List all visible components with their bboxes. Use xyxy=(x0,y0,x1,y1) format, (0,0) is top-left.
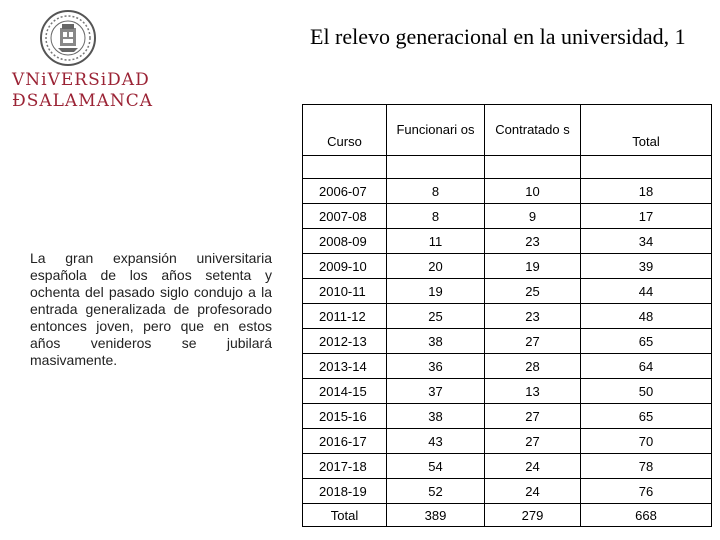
table-row xyxy=(303,254,712,279)
cell-funcionarios: 54 xyxy=(387,454,485,479)
cell-curso: 2014-15 xyxy=(303,379,387,404)
total-label: Total xyxy=(303,504,387,527)
cell-contratados: 10 xyxy=(485,179,581,204)
cell-contratados: 27 xyxy=(485,404,581,429)
cell-contratados: 28 xyxy=(485,354,581,379)
description-paragraph: La gran expansión universitaria española de los años setenta y ochenta del pasado siglo condujo a la entrada generalizada de profesorado entonces joven, pero que en estos años venideros se jubilará masivamente. xyxy=(30,250,272,368)
total-contratados: 279 xyxy=(485,504,581,527)
cell-total: 50 xyxy=(581,379,712,404)
cell-total: 48 xyxy=(581,304,712,329)
cell-funcionarios: 20 xyxy=(387,254,485,279)
cell-contratados: 25 xyxy=(485,279,581,304)
cell-curso: 2008-09 xyxy=(303,229,387,254)
cell-curso: 2016-17 xyxy=(303,429,387,454)
header-curso: Curso xyxy=(303,105,387,156)
cell-total: 70 xyxy=(581,429,712,454)
cell-contratados: 23 xyxy=(485,304,581,329)
total-total: 668 xyxy=(581,504,712,527)
cell-curso: 2015-16 xyxy=(303,404,387,429)
cell-total: 34 xyxy=(581,229,712,254)
header-funcionarios: Funcionari os xyxy=(387,105,485,156)
cell-funcionarios: 36 xyxy=(387,354,485,379)
spacer-cell xyxy=(485,156,581,179)
cell-total: 64 xyxy=(581,354,712,379)
cell-total: 18 xyxy=(581,179,712,204)
table-row xyxy=(303,429,712,454)
cell-curso: 2018-19 xyxy=(303,479,387,504)
cell-curso: 2013-14 xyxy=(303,354,387,379)
staff-table xyxy=(302,104,712,527)
logo-line-1: VNiVERSiDAD xyxy=(12,70,150,90)
spacer-cell xyxy=(303,156,387,179)
table-row xyxy=(303,379,712,404)
table-row xyxy=(303,404,712,429)
cell-funcionarios: 19 xyxy=(387,279,485,304)
total-funcionarios: 389 xyxy=(387,504,485,527)
cell-curso: 2010-11 xyxy=(303,279,387,304)
cell-curso: 2012-13 xyxy=(303,329,387,354)
cell-funcionarios: 8 xyxy=(387,204,485,229)
table-row xyxy=(303,329,712,354)
cell-funcionarios: 43 xyxy=(387,429,485,454)
cell-contratados: 9 xyxy=(485,204,581,229)
table-spacer-row xyxy=(303,156,712,179)
cell-total: 17 xyxy=(581,204,712,229)
header-contratados: Contratado s xyxy=(485,105,581,156)
cell-curso: 2009-10 xyxy=(303,254,387,279)
cell-total: 39 xyxy=(581,254,712,279)
cell-contratados: 19 xyxy=(485,254,581,279)
spacer-cell xyxy=(581,156,712,179)
cell-curso: 2017-18 xyxy=(303,454,387,479)
table-row xyxy=(303,479,712,504)
cell-total: 65 xyxy=(581,404,712,429)
cell-funcionarios: 8 xyxy=(387,179,485,204)
cell-funcionarios: 52 xyxy=(387,479,485,504)
cell-curso: 2007-08 xyxy=(303,204,387,229)
cell-contratados: 24 xyxy=(485,479,581,504)
cell-funcionarios: 38 xyxy=(387,404,485,429)
cell-total: 44 xyxy=(581,279,712,304)
cell-contratados: 13 xyxy=(485,379,581,404)
cell-funcionarios: 38 xyxy=(387,329,485,354)
cell-curso: 2006-07 xyxy=(303,179,387,204)
cell-funcionarios: 25 xyxy=(387,304,485,329)
table-row xyxy=(303,229,712,254)
table-row xyxy=(303,354,712,379)
cell-contratados: 24 xyxy=(485,454,581,479)
cell-total: 65 xyxy=(581,329,712,354)
table-row xyxy=(303,454,712,479)
logo-line-2: ÐSALAMANCA xyxy=(12,91,154,111)
cell-total: 76 xyxy=(581,479,712,504)
table-row xyxy=(303,304,712,329)
university-logo-text xyxy=(12,70,154,112)
page-title: El relevo generacional en la universidad, 1 xyxy=(310,24,686,49)
table-row xyxy=(303,279,712,304)
cell-curso: 2011-12 xyxy=(303,304,387,329)
table-row xyxy=(303,179,712,204)
header-total: Total xyxy=(581,105,712,156)
cell-contratados: 27 xyxy=(485,329,581,354)
cell-contratados: 23 xyxy=(485,229,581,254)
university-seal-icon xyxy=(40,10,96,66)
cell-funcionarios: 37 xyxy=(387,379,485,404)
table-row xyxy=(303,204,712,229)
cell-contratados: 27 xyxy=(485,429,581,454)
table-total-row xyxy=(303,504,712,527)
cell-funcionarios: 11 xyxy=(387,229,485,254)
spacer-cell xyxy=(387,156,485,179)
table-header-row xyxy=(303,105,712,156)
cell-total: 78 xyxy=(581,454,712,479)
